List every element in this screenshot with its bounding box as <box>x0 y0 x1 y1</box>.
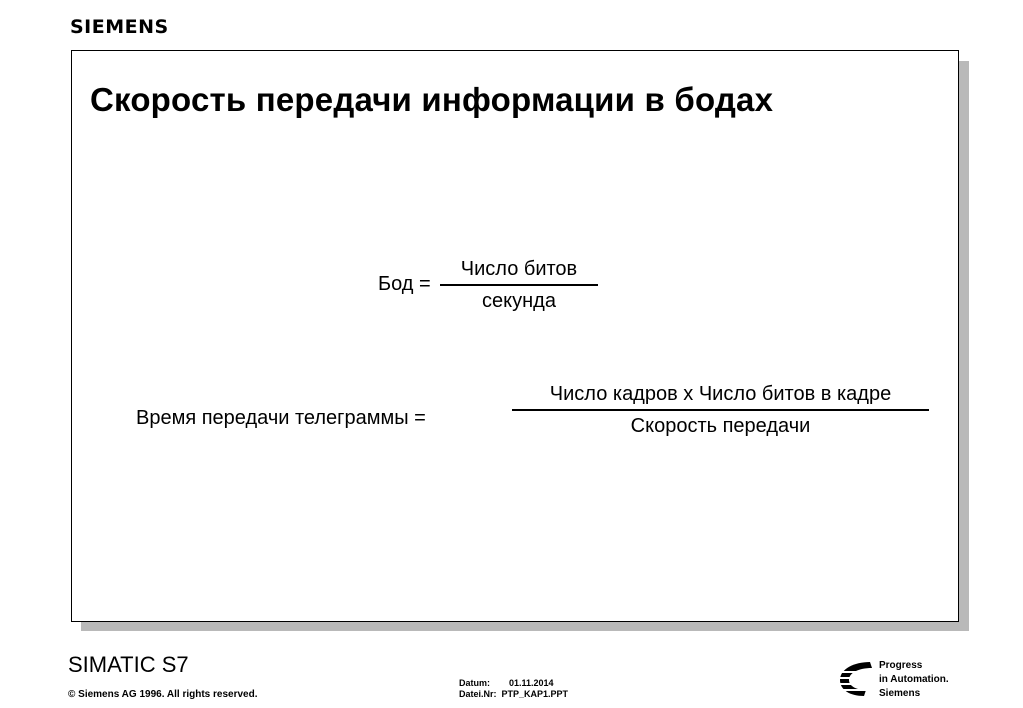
baud-formula-lhs: Бод = <box>378 273 431 295</box>
date-row <box>459 678 568 689</box>
product-name: SIMATIC S7 <box>68 652 189 677</box>
slide-title: Скорость передачи информации в бодах <box>90 81 774 118</box>
file-label: Datei.Nr: <box>459 689 497 699</box>
time-denominator: Скорость передачи <box>630 415 811 437</box>
file-row <box>459 689 568 700</box>
slogan-line-3: Siemens <box>879 688 921 699</box>
time-formula-fraction <box>512 383 929 438</box>
siemens-logo: SIEMENS <box>70 16 169 38</box>
siemens-emblem-icon <box>836 660 876 698</box>
date-value: 01.11.2014 <box>509 678 554 688</box>
slide-frame <box>71 50 959 622</box>
baud-denominator: секунда <box>482 290 556 312</box>
slogan <box>879 659 949 701</box>
date-label: Datum: <box>459 678 490 688</box>
copyright-notice: © Siemens AG 1996. All rights reserved. <box>68 689 258 700</box>
slogan-line-2: in Automation. <box>879 674 949 685</box>
time-fraction-bar <box>512 409 929 411</box>
baud-formula-fraction <box>440 258 598 313</box>
file-value: PTP_KAP1.PPT <box>501 689 569 699</box>
time-formula-lhs: Время передачи телеграммы = <box>136 407 426 429</box>
document-meta <box>459 678 568 700</box>
slogan-line-1: Progress <box>879 660 923 671</box>
baud-numerator: Число битов <box>460 258 578 280</box>
baud-fraction-bar <box>440 284 598 286</box>
time-numerator: Число кадров x Число битов в кадре <box>549 383 892 405</box>
